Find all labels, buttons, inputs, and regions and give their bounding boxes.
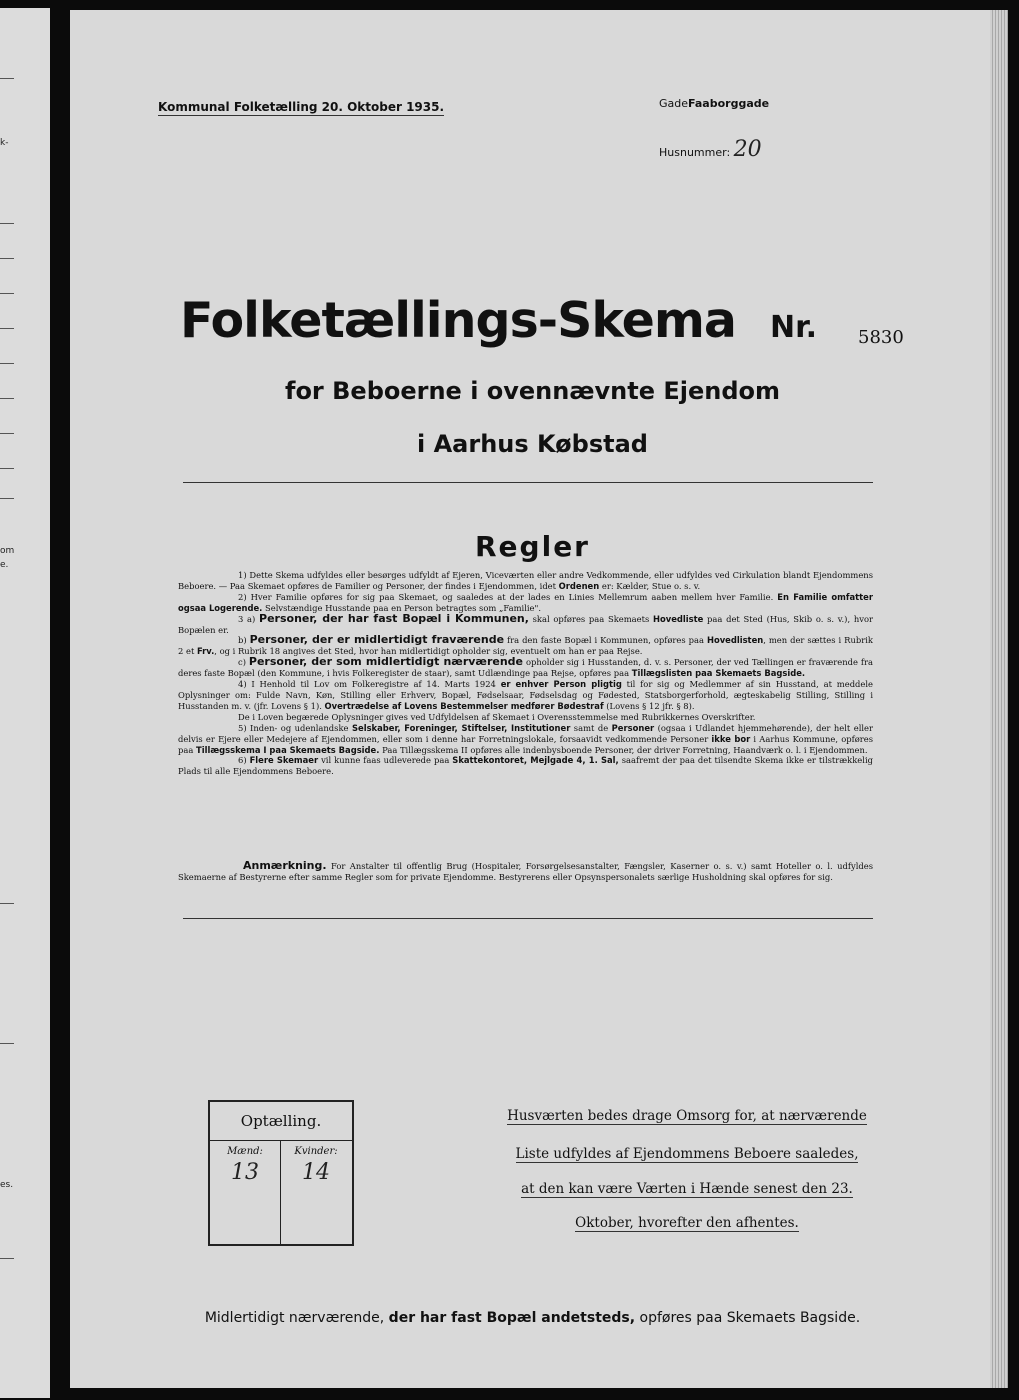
rule-3a: 3 a) Personer, der har fast Bopæl i Kommunen, skal opføres paa Skemaets Hovedliste paa det Sted (Hus, Skib o. s. v.), hvor Bopælen er. bbox=[178, 611, 873, 635]
divider bbox=[183, 482, 873, 483]
rule-1: 1) Dette Skema udfyldes eller besørges udfyldt af Ejeren, Viceværten eller andre Vedkommende, eller udfyldes ved Cirkulation blandt Ejendommens Beboere. — Paa Skemaet opføres de Familier og Personer, der findes i Ejendommen, idet Ordenen er: Kælder, Stue o. s. v. bbox=[178, 570, 873, 591]
left-page-rule bbox=[0, 78, 14, 79]
gade-value: Faaborggade bbox=[688, 97, 770, 110]
notice-line-4: Oktober, hvorefter den afhentes. bbox=[575, 1215, 799, 1231]
left-page-rule bbox=[0, 223, 14, 224]
left-page-text: es. bbox=[0, 1180, 14, 1190]
anmaerkning-label: Anmærkning. bbox=[243, 859, 327, 872]
rule-4: 4) I Henhold til Lov om Folkeregistre af 14. Marts 1924 er enhver Person pligtig til for sig og Medlemmer af sin Husstand, at meddele Oplysninger om: Fulde Navn, Køn, Stilling eller Erhverv, Bopæl, Fødselsaar, Fødselsdag og Fødested, Statsborgerforhold, ægteskabelig Stilling, Stilling i Husstanden m. v. (jfr. Lovens § 1). Overtrædelse af Lovens Bestemmelser medfører Bødestraf (Lovens § 12 jfr. § 8). bbox=[178, 679, 874, 711]
box-divider bbox=[210, 1140, 352, 1141]
left-page-rule bbox=[0, 293, 14, 294]
form-subtitle-2: i Aarhus Købstad bbox=[417, 430, 648, 458]
maend-label: Mænd: bbox=[227, 1146, 263, 1157]
anmaerkning bbox=[178, 860, 873, 883]
regler-heading: Regler bbox=[475, 530, 590, 563]
notice-line-2: Liste udfyldes af Ejendommens Beboere saaledes, bbox=[515, 1146, 859, 1162]
gade-field bbox=[659, 97, 769, 110]
left-page-rule bbox=[0, 1258, 14, 1259]
rule-3c: c) Personer, der som midlertidigt nærværende opholder sig i Husstanden, d. v. s. Personer, der ved Tællingen er fraværende fra deres faste Bopæl (den Kommune, i hvis Folkeregister de staar), samt Udlændinge paa Rejse, opføres paa Tillægslisten paa Skemaets Bagside. bbox=[178, 655, 873, 679]
left-page-rule bbox=[0, 363, 14, 364]
optaelling-title: Optælling. bbox=[240, 1112, 322, 1130]
left-page-rule bbox=[0, 903, 14, 904]
form-nr-value: 5830 bbox=[858, 327, 904, 348]
regler-text bbox=[178, 570, 873, 777]
husnummer-value: 20 bbox=[733, 137, 762, 162]
rule-2: 2) Hver Familie opføres for sig paa Skemaet, og saaledes at der lades en Linies Mellemrum aaben mellem hver Familie. En Familie omfatter ogsaa Logerende. Selvstændige Husstande paa en Person betragtes som „Familie". bbox=[178, 591, 873, 613]
rule-5: 5) Inden- og udenlandske Selskaber, Foreninger, Stiftelser, Institutioner samt de Personer (ogsaa i Udlandet hjemmehørende), der helt eller delvis er Ejere eller Medejere af Ejendommen, eller som i denne har Forretningslokale, forsaavidt vedkommende Personer ikke bor i Aarhus Kommune, opføres paa Tillægsskema I paa Skemaets Bagside. Paa Tillægsskema II opføres alle indenbysboende Personer, der driver Forretning, Haandværk o. l. i Ejendommen. bbox=[178, 722, 874, 755]
left-page-rule bbox=[0, 468, 14, 469]
form-title: Folketællings-Skema bbox=[180, 292, 736, 349]
optaelling-box bbox=[208, 1100, 354, 1246]
husnummer-label: Husnummer: bbox=[659, 146, 731, 159]
left-page-strip bbox=[0, 8, 50, 1398]
kvinder-label: Kvinder: bbox=[294, 1146, 338, 1157]
book-gutter bbox=[50, 0, 70, 1400]
form-subtitle-1: for Beboerne i ovennævnte Ejendom bbox=[285, 377, 780, 405]
left-page-rule bbox=[0, 1043, 14, 1044]
rule-4-note: De i Loven begærede Oplysninger gives ved Udfyldelsen af Skemaet i Overensstemmelse med Rubrikkernes Overskrifter. bbox=[238, 711, 756, 722]
maend-value: 13 bbox=[231, 1160, 259, 1185]
left-page-text: e. bbox=[0, 560, 9, 570]
left-page-rule bbox=[0, 433, 14, 434]
left-page-rule bbox=[0, 398, 14, 399]
husnummer-field bbox=[659, 137, 762, 162]
page-edges bbox=[990, 10, 1008, 1388]
kvinder-value: 14 bbox=[302, 1160, 330, 1185]
left-page-rule bbox=[0, 258, 14, 259]
divider bbox=[183, 918, 873, 919]
census-form-page bbox=[70, 10, 995, 1388]
census-header: Kommunal Folketælling 20. Oktober 1935. bbox=[158, 100, 445, 114]
footer-note: Midlertidigt nærværende, der har fast Bopæl andetsteds, opføres paa Skemaets Bagside. bbox=[204, 1310, 861, 1326]
rule-6: 6) Flere Skemaer vil kunne faas udleverede paa Skattekontoret, Mejlgade 4, 1. Sal, saafremt der paa det tilsendte Skema ikke er tilstrækkelig Plads til alle Ejendommens Beboere. bbox=[178, 755, 873, 777]
left-page-text: om bbox=[0, 546, 15, 556]
left-page-rule bbox=[0, 328, 14, 329]
notice-line-1: Husværten bedes drage Omsorg for, at nærværende bbox=[507, 1108, 867, 1124]
anmaerkning-text: For Anstalter til offentlig Brug (Hospitaler, Forsørgelsesanstalter, Fængsler, Kaserner o. s. v.) samt Hoteller o. l. udfyldes Skemaerne af Bestyrerne efter samme Regler som for private Ejendomme. Bestyrerens eller Opsynspersonalets særlige Husholdning skal opføres for sig. bbox=[178, 861, 873, 882]
left-page-text: k- bbox=[0, 138, 9, 148]
form-nr-label: Nr. bbox=[770, 310, 818, 345]
rule-3b: b) Personer, der er midlertidigt fraværende fra den faste Bopæl i Kommunen, opføres paa Hovedlisten, men der sættes i Rubrik 2 et Frv., og i Rubrik 18 angives det Sted, hvor han midlertidigt opholder sig, eventuelt om han er paa Rejse. bbox=[178, 633, 873, 657]
gade-label: Gade bbox=[659, 97, 689, 110]
left-page-rule bbox=[0, 498, 14, 499]
notice-line-3: at den kan være Værten i Hænde senest den 23. bbox=[521, 1181, 853, 1197]
